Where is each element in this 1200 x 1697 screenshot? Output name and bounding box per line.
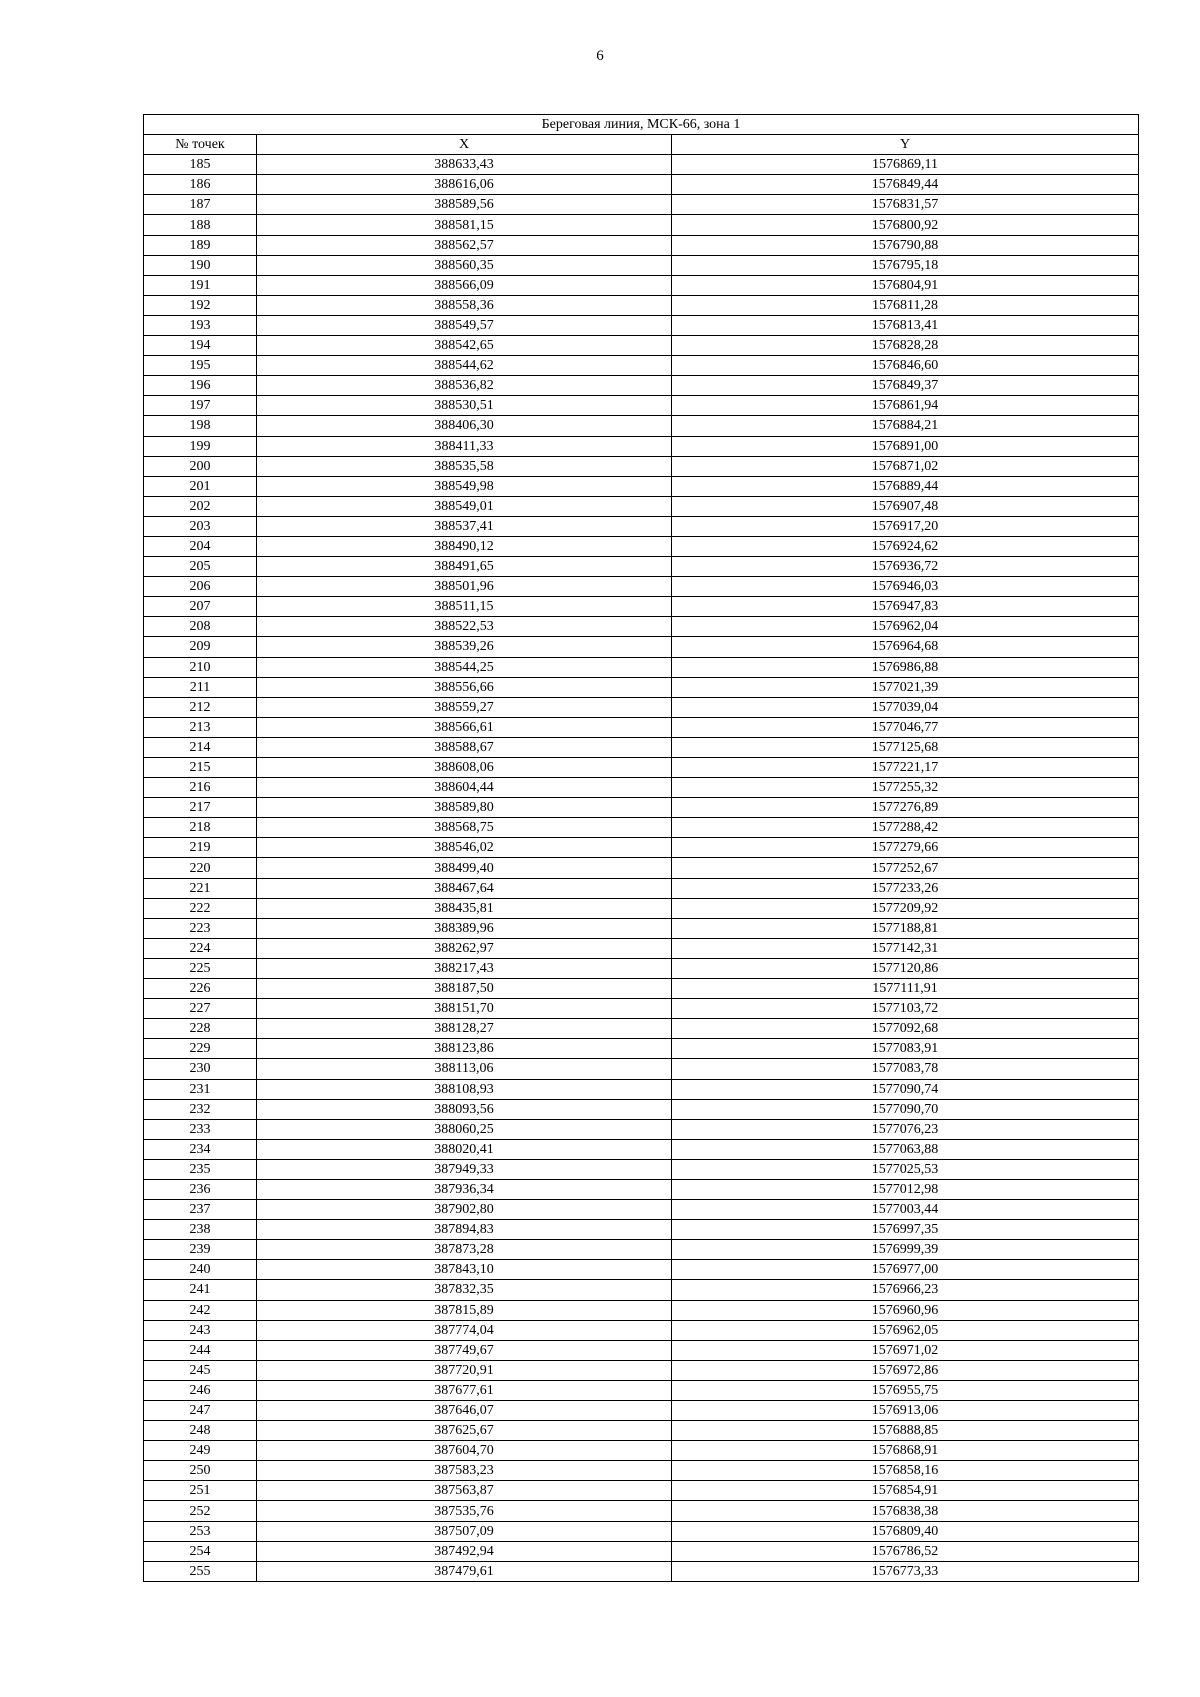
x-cell: 388544,62 bbox=[257, 356, 672, 376]
x-cell: 388411,33 bbox=[257, 436, 672, 456]
point-number-cell: 192 bbox=[144, 295, 257, 315]
table-row bbox=[144, 396, 1139, 416]
x-cell: 387949,33 bbox=[257, 1159, 672, 1179]
point-number-cell: 207 bbox=[144, 597, 257, 617]
table-row bbox=[144, 1501, 1139, 1521]
point-number-cell: 236 bbox=[144, 1179, 257, 1199]
y-cell: 1577003,44 bbox=[672, 1200, 1139, 1220]
point-number-cell: 218 bbox=[144, 818, 257, 838]
table-row bbox=[144, 1360, 1139, 1380]
table-row bbox=[144, 597, 1139, 617]
point-number-cell: 187 bbox=[144, 195, 257, 215]
table-row bbox=[144, 577, 1139, 597]
x-cell: 387774,04 bbox=[257, 1320, 672, 1340]
y-cell: 1576795,18 bbox=[672, 255, 1139, 275]
point-number-cell: 194 bbox=[144, 336, 257, 356]
table-row bbox=[144, 275, 1139, 295]
y-cell: 1577012,98 bbox=[672, 1179, 1139, 1199]
y-cell: 1577039,04 bbox=[672, 697, 1139, 717]
table-row bbox=[144, 697, 1139, 717]
y-cell: 1576838,38 bbox=[672, 1501, 1139, 1521]
table-row bbox=[144, 1119, 1139, 1139]
point-number-cell: 214 bbox=[144, 737, 257, 757]
header-point-number: № точек bbox=[144, 135, 257, 155]
point-number-cell: 221 bbox=[144, 878, 257, 898]
y-cell: 1576962,05 bbox=[672, 1320, 1139, 1340]
point-number-cell: 226 bbox=[144, 979, 257, 999]
x-cell: 388549,01 bbox=[257, 496, 672, 516]
point-number-cell: 235 bbox=[144, 1159, 257, 1179]
y-cell: 1577046,77 bbox=[672, 717, 1139, 737]
y-cell: 1576809,40 bbox=[672, 1521, 1139, 1541]
x-cell: 388491,65 bbox=[257, 557, 672, 577]
x-cell: 388128,27 bbox=[257, 1019, 672, 1039]
point-number-cell: 191 bbox=[144, 275, 257, 295]
table-row bbox=[144, 798, 1139, 818]
point-number-cell: 229 bbox=[144, 1039, 257, 1059]
table-row bbox=[144, 918, 1139, 938]
point-number-cell: 206 bbox=[144, 577, 257, 597]
x-cell: 388406,30 bbox=[257, 416, 672, 436]
point-number-cell: 232 bbox=[144, 1099, 257, 1119]
y-cell: 1576868,91 bbox=[672, 1441, 1139, 1461]
x-cell: 388608,06 bbox=[257, 758, 672, 778]
table-row bbox=[144, 215, 1139, 235]
point-number-cell: 251 bbox=[144, 1481, 257, 1501]
x-cell: 388562,57 bbox=[257, 235, 672, 255]
point-number-cell: 210 bbox=[144, 657, 257, 677]
table-row bbox=[144, 677, 1139, 697]
coordinates-table bbox=[143, 114, 1139, 1582]
y-cell: 1576917,20 bbox=[672, 516, 1139, 536]
x-cell: 387902,80 bbox=[257, 1200, 672, 1220]
y-cell: 1576871,02 bbox=[672, 456, 1139, 476]
x-cell: 387894,83 bbox=[257, 1220, 672, 1240]
table-row bbox=[144, 1401, 1139, 1421]
point-number-cell: 228 bbox=[144, 1019, 257, 1039]
table-row bbox=[144, 838, 1139, 858]
point-number-cell: 238 bbox=[144, 1220, 257, 1240]
x-cell: 388616,06 bbox=[257, 175, 672, 195]
x-cell: 387604,70 bbox=[257, 1441, 672, 1461]
y-cell: 1576936,72 bbox=[672, 557, 1139, 577]
table-row bbox=[144, 1320, 1139, 1340]
y-cell: 1576888,85 bbox=[672, 1421, 1139, 1441]
table-row bbox=[144, 336, 1139, 356]
y-cell: 1576854,91 bbox=[672, 1481, 1139, 1501]
table-row bbox=[144, 1240, 1139, 1260]
x-cell: 388490,12 bbox=[257, 536, 672, 556]
x-cell: 388535,58 bbox=[257, 456, 672, 476]
table-title-row bbox=[144, 115, 1139, 135]
y-cell: 1577063,88 bbox=[672, 1139, 1139, 1159]
x-cell: 388511,15 bbox=[257, 597, 672, 617]
y-cell: 1577252,67 bbox=[672, 858, 1139, 878]
point-number-cell: 253 bbox=[144, 1521, 257, 1541]
x-cell: 387583,23 bbox=[257, 1461, 672, 1481]
coordinates-table-body bbox=[144, 115, 1139, 1582]
point-number-cell: 213 bbox=[144, 717, 257, 737]
y-cell: 1576972,86 bbox=[672, 1360, 1139, 1380]
y-cell: 1576858,16 bbox=[672, 1461, 1139, 1481]
x-cell: 388530,51 bbox=[257, 396, 672, 416]
y-cell: 1576889,44 bbox=[672, 476, 1139, 496]
table-row bbox=[144, 416, 1139, 436]
y-cell: 1577090,70 bbox=[672, 1099, 1139, 1119]
table-row bbox=[144, 1380, 1139, 1400]
table-row bbox=[144, 778, 1139, 798]
table-row bbox=[144, 1481, 1139, 1501]
table-row bbox=[144, 1220, 1139, 1240]
table-row bbox=[144, 1039, 1139, 1059]
point-number-cell: 215 bbox=[144, 758, 257, 778]
y-cell: 1576962,04 bbox=[672, 617, 1139, 637]
y-cell: 1576849,44 bbox=[672, 175, 1139, 195]
point-number-cell: 200 bbox=[144, 456, 257, 476]
point-number-cell: 248 bbox=[144, 1421, 257, 1441]
table-row bbox=[144, 557, 1139, 577]
y-cell: 1576828,28 bbox=[672, 336, 1139, 356]
point-number-cell: 217 bbox=[144, 798, 257, 818]
y-cell: 1577120,86 bbox=[672, 958, 1139, 978]
point-number-cell: 208 bbox=[144, 617, 257, 637]
x-cell: 388588,67 bbox=[257, 737, 672, 757]
table-row bbox=[144, 1260, 1139, 1280]
x-cell: 388262,97 bbox=[257, 938, 672, 958]
x-cell: 387832,35 bbox=[257, 1280, 672, 1300]
x-cell: 388589,80 bbox=[257, 798, 672, 818]
table-row bbox=[144, 758, 1139, 778]
x-cell: 388435,81 bbox=[257, 898, 672, 918]
y-cell: 1576907,48 bbox=[672, 496, 1139, 516]
y-cell: 1576846,60 bbox=[672, 356, 1139, 376]
table-title: Береговая линия, МСК-66, зона 1 bbox=[144, 115, 1139, 135]
point-number-cell: 209 bbox=[144, 637, 257, 657]
table-row bbox=[144, 456, 1139, 476]
y-cell: 1576773,33 bbox=[672, 1561, 1139, 1581]
x-cell: 387843,10 bbox=[257, 1260, 672, 1280]
y-cell: 1576947,83 bbox=[672, 597, 1139, 617]
x-cell: 387936,34 bbox=[257, 1179, 672, 1199]
x-cell: 388560,35 bbox=[257, 255, 672, 275]
point-number-cell: 190 bbox=[144, 255, 257, 275]
y-cell: 1576891,00 bbox=[672, 436, 1139, 456]
table-header-row bbox=[144, 135, 1139, 155]
table-row bbox=[144, 536, 1139, 556]
point-number-cell: 222 bbox=[144, 898, 257, 918]
table-row bbox=[144, 1139, 1139, 1159]
point-number-cell: 203 bbox=[144, 516, 257, 536]
x-cell: 387563,87 bbox=[257, 1481, 672, 1501]
table-row bbox=[144, 637, 1139, 657]
y-cell: 1577142,31 bbox=[672, 938, 1139, 958]
point-number-cell: 254 bbox=[144, 1541, 257, 1561]
point-number-cell: 240 bbox=[144, 1260, 257, 1280]
y-cell: 1576964,68 bbox=[672, 637, 1139, 657]
x-cell: 388151,70 bbox=[257, 999, 672, 1019]
y-cell: 1576800,92 bbox=[672, 215, 1139, 235]
y-cell: 1576869,11 bbox=[672, 155, 1139, 175]
table-row bbox=[144, 315, 1139, 335]
point-number-cell: 231 bbox=[144, 1079, 257, 1099]
table-row bbox=[144, 878, 1139, 898]
point-number-cell: 193 bbox=[144, 315, 257, 335]
y-cell: 1577083,78 bbox=[672, 1059, 1139, 1079]
y-cell: 1576913,06 bbox=[672, 1401, 1139, 1421]
y-cell: 1576884,21 bbox=[672, 416, 1139, 436]
x-cell: 388539,26 bbox=[257, 637, 672, 657]
y-cell: 1576977,00 bbox=[672, 1260, 1139, 1280]
table-row bbox=[144, 155, 1139, 175]
x-cell: 388604,44 bbox=[257, 778, 672, 798]
y-cell: 1576924,62 bbox=[672, 536, 1139, 556]
x-cell: 388501,96 bbox=[257, 577, 672, 597]
y-cell: 1577276,89 bbox=[672, 798, 1139, 818]
table-row bbox=[144, 999, 1139, 1019]
point-number-cell: 211 bbox=[144, 677, 257, 697]
x-cell: 388549,57 bbox=[257, 315, 672, 335]
table-row bbox=[144, 1461, 1139, 1481]
point-number-cell: 205 bbox=[144, 557, 257, 577]
y-cell: 1577188,81 bbox=[672, 918, 1139, 938]
x-cell: 388542,65 bbox=[257, 336, 672, 356]
y-cell: 1576849,37 bbox=[672, 376, 1139, 396]
point-number-cell: 195 bbox=[144, 356, 257, 376]
y-cell: 1577255,32 bbox=[672, 778, 1139, 798]
y-cell: 1576986,88 bbox=[672, 657, 1139, 677]
point-number-cell: 212 bbox=[144, 697, 257, 717]
y-cell: 1576861,94 bbox=[672, 396, 1139, 416]
y-cell: 1576955,75 bbox=[672, 1380, 1139, 1400]
point-number-cell: 246 bbox=[144, 1380, 257, 1400]
x-cell: 387873,28 bbox=[257, 1240, 672, 1260]
point-number-cell: 188 bbox=[144, 215, 257, 235]
table-row bbox=[144, 1340, 1139, 1360]
table-row bbox=[144, 938, 1139, 958]
table-row bbox=[144, 356, 1139, 376]
point-number-cell: 242 bbox=[144, 1300, 257, 1320]
y-cell: 1577092,68 bbox=[672, 1019, 1139, 1039]
x-cell: 387646,07 bbox=[257, 1401, 672, 1421]
y-cell: 1576946,03 bbox=[672, 577, 1139, 597]
y-cell: 1577111,91 bbox=[672, 979, 1139, 999]
table-row bbox=[144, 295, 1139, 315]
y-cell: 1576960,96 bbox=[672, 1300, 1139, 1320]
y-cell: 1576999,39 bbox=[672, 1240, 1139, 1260]
table-row bbox=[144, 1541, 1139, 1561]
point-number-cell: 202 bbox=[144, 496, 257, 516]
table-row bbox=[144, 175, 1139, 195]
table-row bbox=[144, 617, 1139, 637]
table-row bbox=[144, 717, 1139, 737]
y-cell: 1577021,39 bbox=[672, 677, 1139, 697]
table-row bbox=[144, 657, 1139, 677]
x-cell: 387720,91 bbox=[257, 1360, 672, 1380]
point-number-cell: 237 bbox=[144, 1200, 257, 1220]
y-cell: 1577025,53 bbox=[672, 1159, 1139, 1179]
x-cell: 388389,96 bbox=[257, 918, 672, 938]
point-number-cell: 199 bbox=[144, 436, 257, 456]
point-number-cell: 224 bbox=[144, 938, 257, 958]
x-cell: 388123,86 bbox=[257, 1039, 672, 1059]
point-number-cell: 244 bbox=[144, 1340, 257, 1360]
table-row bbox=[144, 1561, 1139, 1581]
point-number-cell: 219 bbox=[144, 838, 257, 858]
x-cell: 388549,98 bbox=[257, 476, 672, 496]
table-row bbox=[144, 1159, 1139, 1179]
point-number-cell: 241 bbox=[144, 1280, 257, 1300]
table-row bbox=[144, 979, 1139, 999]
y-cell: 1577221,17 bbox=[672, 758, 1139, 778]
point-number-cell: 204 bbox=[144, 536, 257, 556]
x-cell: 388113,06 bbox=[257, 1059, 672, 1079]
y-cell: 1577083,91 bbox=[672, 1039, 1139, 1059]
x-cell: 388187,50 bbox=[257, 979, 672, 999]
y-cell: 1576811,28 bbox=[672, 295, 1139, 315]
table-row bbox=[144, 235, 1139, 255]
x-cell: 388558,36 bbox=[257, 295, 672, 315]
x-cell: 387507,09 bbox=[257, 1521, 672, 1541]
y-cell: 1577288,42 bbox=[672, 818, 1139, 838]
x-cell: 388020,41 bbox=[257, 1139, 672, 1159]
y-cell: 1576997,35 bbox=[672, 1220, 1139, 1240]
x-cell: 388522,53 bbox=[257, 617, 672, 637]
table-row bbox=[144, 1019, 1139, 1039]
point-number-cell: 220 bbox=[144, 858, 257, 878]
table-row bbox=[144, 195, 1139, 215]
point-number-cell: 196 bbox=[144, 376, 257, 396]
x-cell: 388633,43 bbox=[257, 155, 672, 175]
y-cell: 1576831,57 bbox=[672, 195, 1139, 215]
table-row bbox=[144, 1280, 1139, 1300]
x-cell: 388093,56 bbox=[257, 1099, 672, 1119]
x-cell: 388499,40 bbox=[257, 858, 672, 878]
table-row bbox=[144, 1179, 1139, 1199]
y-cell: 1576966,23 bbox=[672, 1280, 1139, 1300]
x-cell: 388568,75 bbox=[257, 818, 672, 838]
point-number-cell: 227 bbox=[144, 999, 257, 1019]
x-cell: 388537,41 bbox=[257, 516, 672, 536]
x-cell: 387625,67 bbox=[257, 1421, 672, 1441]
table-row bbox=[144, 818, 1139, 838]
table-row bbox=[144, 958, 1139, 978]
x-cell: 387677,61 bbox=[257, 1380, 672, 1400]
point-number-cell: 247 bbox=[144, 1401, 257, 1421]
point-number-cell: 250 bbox=[144, 1461, 257, 1481]
table-row bbox=[144, 1079, 1139, 1099]
y-cell: 1577103,72 bbox=[672, 999, 1139, 1019]
table-row bbox=[144, 1059, 1139, 1079]
x-cell: 388546,02 bbox=[257, 838, 672, 858]
x-cell: 388559,27 bbox=[257, 697, 672, 717]
y-cell: 1577076,23 bbox=[672, 1119, 1139, 1139]
x-cell: 388544,25 bbox=[257, 657, 672, 677]
point-number-cell: 216 bbox=[144, 778, 257, 798]
y-cell: 1577233,26 bbox=[672, 878, 1139, 898]
point-number-cell: 245 bbox=[144, 1360, 257, 1380]
table-row bbox=[144, 1300, 1139, 1320]
table-row bbox=[144, 898, 1139, 918]
x-cell: 388566,61 bbox=[257, 717, 672, 737]
x-cell: 387492,94 bbox=[257, 1541, 672, 1561]
point-number-cell: 223 bbox=[144, 918, 257, 938]
point-number-cell: 233 bbox=[144, 1119, 257, 1139]
x-cell: 387749,67 bbox=[257, 1340, 672, 1360]
point-number-cell: 186 bbox=[144, 175, 257, 195]
table-row bbox=[144, 476, 1139, 496]
point-number-cell: 243 bbox=[144, 1320, 257, 1340]
table-row bbox=[144, 1200, 1139, 1220]
table-row bbox=[144, 1521, 1139, 1541]
table-row bbox=[144, 376, 1139, 396]
table-row bbox=[144, 858, 1139, 878]
point-number-cell: 201 bbox=[144, 476, 257, 496]
header-y: Y bbox=[672, 135, 1139, 155]
point-number-cell: 239 bbox=[144, 1240, 257, 1260]
table-row bbox=[144, 255, 1139, 275]
y-cell: 1576786,52 bbox=[672, 1541, 1139, 1561]
table-row bbox=[144, 737, 1139, 757]
point-number-cell: 198 bbox=[144, 416, 257, 436]
point-number-cell: 234 bbox=[144, 1139, 257, 1159]
y-cell: 1576804,91 bbox=[672, 275, 1139, 295]
x-cell: 387535,76 bbox=[257, 1501, 672, 1521]
point-number-cell: 255 bbox=[144, 1561, 257, 1581]
table-row bbox=[144, 516, 1139, 536]
table-row bbox=[144, 496, 1139, 516]
x-cell: 388556,66 bbox=[257, 677, 672, 697]
y-cell: 1576813,41 bbox=[672, 315, 1139, 335]
x-cell: 388467,64 bbox=[257, 878, 672, 898]
page-number: 6 bbox=[596, 48, 604, 64]
x-cell: 388217,43 bbox=[257, 958, 672, 978]
point-number-cell: 252 bbox=[144, 1501, 257, 1521]
y-cell: 1576790,88 bbox=[672, 235, 1139, 255]
point-number-cell: 189 bbox=[144, 235, 257, 255]
x-cell: 388566,09 bbox=[257, 275, 672, 295]
y-cell: 1576971,02 bbox=[672, 1340, 1139, 1360]
header-x: X bbox=[257, 135, 672, 155]
table-row bbox=[144, 1441, 1139, 1461]
x-cell: 388589,56 bbox=[257, 195, 672, 215]
y-cell: 1577090,74 bbox=[672, 1079, 1139, 1099]
point-number-cell: 230 bbox=[144, 1059, 257, 1079]
table-row bbox=[144, 1421, 1139, 1441]
x-cell: 388536,82 bbox=[257, 376, 672, 396]
x-cell: 388108,93 bbox=[257, 1079, 672, 1099]
x-cell: 388581,15 bbox=[257, 215, 672, 235]
point-number-cell: 185 bbox=[144, 155, 257, 175]
table-row bbox=[144, 1099, 1139, 1119]
point-number-cell: 225 bbox=[144, 958, 257, 978]
table-row bbox=[144, 436, 1139, 456]
point-number-cell: 249 bbox=[144, 1441, 257, 1461]
y-cell: 1577125,68 bbox=[672, 737, 1139, 757]
point-number-cell: 197 bbox=[144, 396, 257, 416]
x-cell: 387479,61 bbox=[257, 1561, 672, 1581]
x-cell: 388060,25 bbox=[257, 1119, 672, 1139]
y-cell: 1577209,92 bbox=[672, 898, 1139, 918]
y-cell: 1577279,66 bbox=[672, 838, 1139, 858]
x-cell: 387815,89 bbox=[257, 1300, 672, 1320]
